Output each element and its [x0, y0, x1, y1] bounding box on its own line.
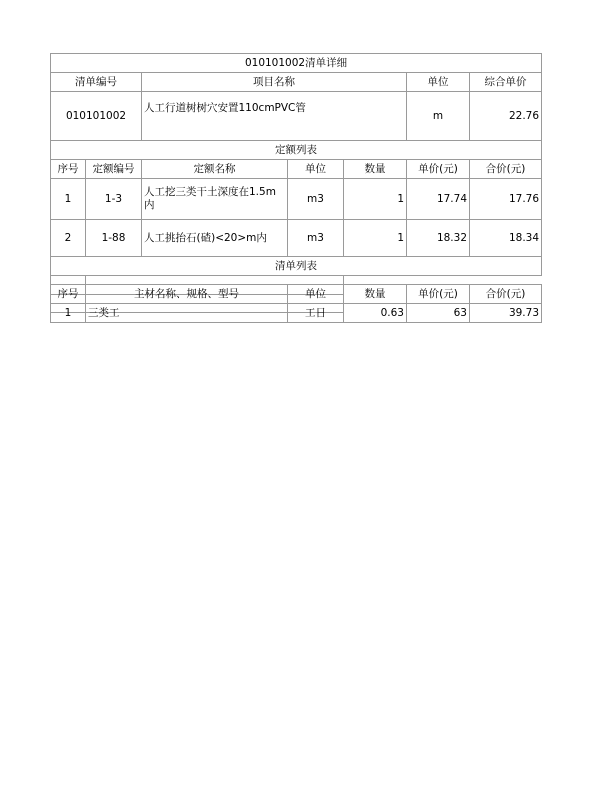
material-total: 39.73	[470, 304, 542, 323]
bill-name-header: 项目名称	[142, 73, 407, 92]
quota-name-header: 定额名称	[142, 160, 288, 179]
material-seq: 1	[51, 304, 86, 323]
page-title: 010101002清单详细	[51, 54, 542, 73]
material-total-header: 合价(元)	[470, 285, 542, 304]
quota-name: 人工挖三类干土深度在1.5m内	[142, 179, 288, 220]
quota-total: 18.34	[470, 220, 542, 257]
bill-unit: m	[407, 92, 470, 141]
material-qty-header: 数量	[344, 285, 407, 304]
material-qty: 0.63	[344, 304, 407, 323]
quota-price-header: 单价(元)	[407, 160, 470, 179]
material-name-header: 主材名称、规格、型号	[86, 285, 288, 304]
material-price: 63	[407, 304, 470, 323]
quota-seq-header: 序号	[51, 160, 86, 179]
quota-code: 1-3	[86, 179, 142, 220]
material-unit: 工日	[288, 304, 344, 323]
bill-unit-header: 单位	[407, 73, 470, 92]
quota-unit: m3	[288, 220, 344, 257]
quota-qty: 1	[344, 179, 407, 220]
bill-unit-price-header: 综合单价	[470, 73, 542, 92]
quota-price: 17.74	[407, 179, 470, 220]
quota-unit: m3	[288, 179, 344, 220]
quota-section-title: 定额列表	[51, 141, 542, 160]
material-section-title: 清单列表	[51, 257, 542, 276]
bill-name: 人工行道树树穴安置110cmPVC管	[142, 92, 407, 141]
bill-code-header: 清单编号	[51, 73, 142, 92]
material-name: 三类工	[86, 304, 288, 323]
quota-seq: 2	[51, 220, 86, 257]
quota-code: 1-88	[86, 220, 142, 257]
material-seq-header: 序号	[51, 285, 86, 304]
quota-total: 17.76	[470, 179, 542, 220]
quota-qty: 1	[344, 220, 407, 257]
quota-seq: 1	[51, 179, 86, 220]
bill-code: 010101002	[51, 92, 142, 141]
quota-unit-header: 单位	[288, 160, 344, 179]
table-row	[51, 179, 542, 220]
table-row	[51, 220, 542, 257]
quota-name: 人工挑抬石(碴)<20>m内	[142, 220, 288, 257]
quota-total-header: 合价(元)	[470, 160, 542, 179]
quota-qty-header: 数量	[344, 160, 407, 179]
bill-unit-price: 22.76	[470, 92, 542, 141]
material-table	[50, 284, 542, 323]
table-row	[51, 304, 542, 323]
quota-code-header: 定额编号	[86, 160, 142, 179]
quota-price: 18.32	[407, 220, 470, 257]
material-unit-header: 单位	[288, 285, 344, 304]
bill-detail-table	[50, 53, 542, 313]
material-price-header: 单价(元)	[407, 285, 470, 304]
